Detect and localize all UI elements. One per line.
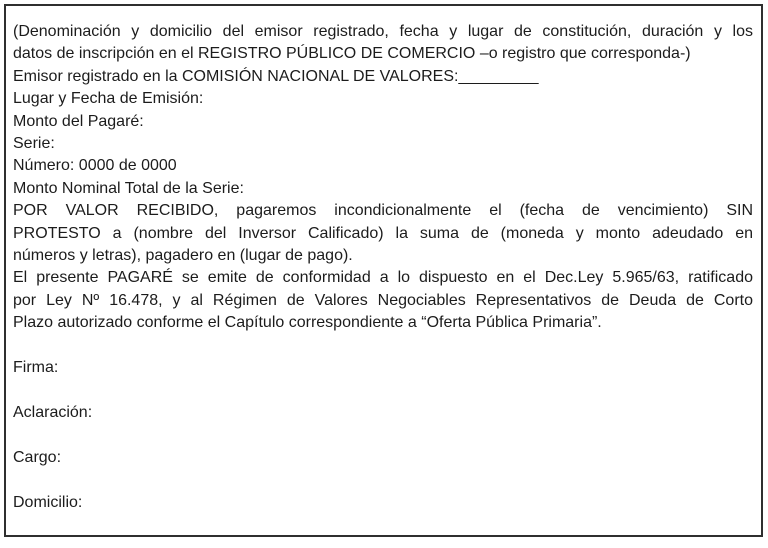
text-line: Emisor registrado en la COMISIÓN NACIONAL DE VALORES:_________ [13, 67, 539, 85]
text-line: Serie: [13, 135, 55, 153]
text-line: Monto Nominal Total de la Serie: [13, 179, 244, 197]
text-line: Cargo: [13, 448, 62, 466]
blank-line [13, 424, 753, 446]
text-line: Domicilio: [13, 493, 83, 511]
text-line: Número: 0000 de 0000 [13, 157, 177, 175]
text-line: Firma: [13, 359, 59, 377]
blank-line [13, 469, 753, 491]
blank-line [13, 380, 753, 402]
text-line: Lugar y Fecha de Emisión: [13, 90, 204, 108]
document-body [13, 21, 753, 514]
promissory-note-frame [4, 4, 763, 537]
text-line: El presente PAGARÉ se emite de conformidad a lo dispuesto en el Dec.Ley 5.965/63, ratificado [13, 269, 753, 287]
text-line: (Denominación y domicilio del emisor registrado, fecha y lugar de constitución, duración y los [13, 23, 753, 40]
text-line: Monto del Pagaré: [13, 112, 144, 130]
text-line: Aclaración: [13, 403, 93, 421]
blank-line [13, 335, 753, 357]
text-line: por Ley Nº 16.478, y al Régimen de Valores Negociables Representativos de Deuda de Corto [13, 291, 753, 309]
text-line: números y letras), pagadero en (lugar de pago). [13, 247, 353, 265]
text-line: datos de inscripción en el REGISTRO PÚBLICO DE COMERCIO –o registro que corresponda-) [13, 45, 691, 63]
text-line: Plazo autorizado conforme el Capítulo correspondiente a “Oferta Pública Primaria”. [13, 314, 602, 332]
text-line: POR VALOR RECIBIDO, pagaremos incondicionalmente el (fecha de vencimiento) SIN [13, 202, 753, 220]
text-line: PROTESTO a (nombre del Inversor Calificado) la suma de (moneda y monto adeudado en [13, 224, 753, 242]
